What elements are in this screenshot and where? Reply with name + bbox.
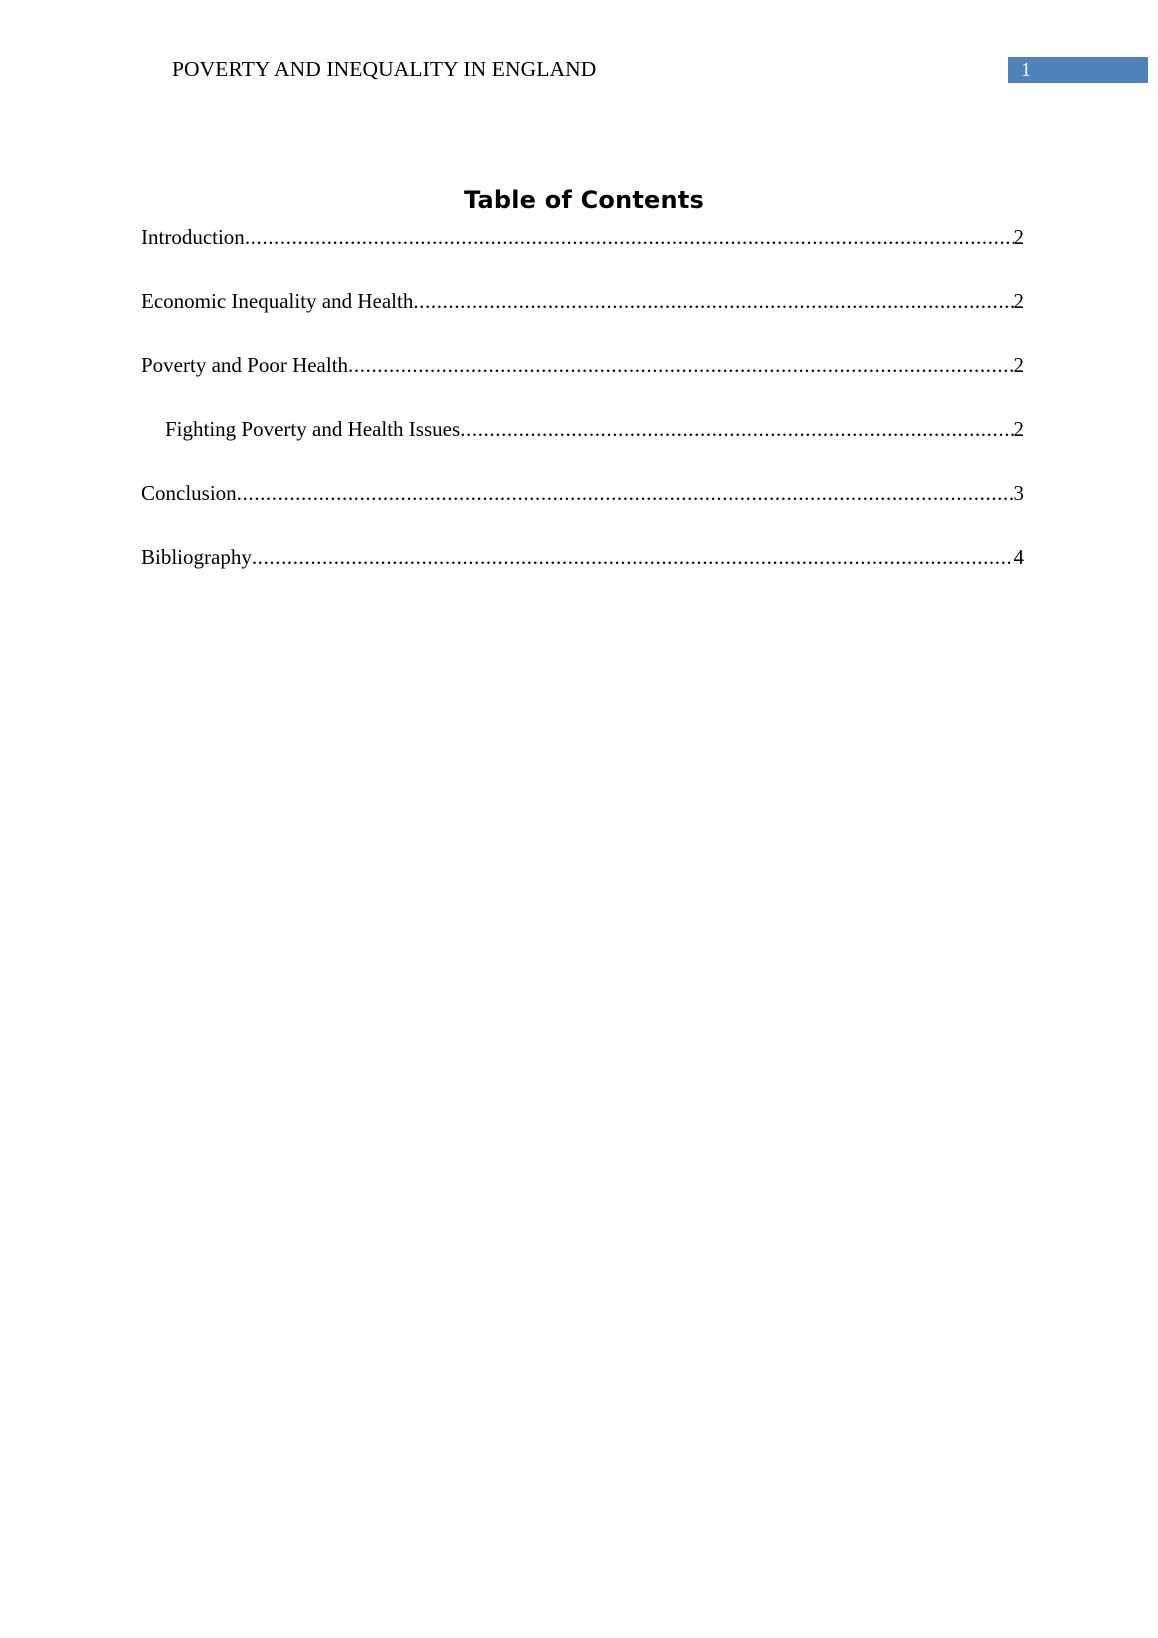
toc-entry-conclusion[interactable] bbox=[141, 481, 1024, 507]
toc-entry-introduction[interactable] bbox=[141, 225, 1024, 251]
toc-entry-fighting-poverty[interactable] bbox=[141, 417, 1024, 443]
running-header: POVERTY AND INEQUALITY IN ENGLAND bbox=[172, 57, 597, 81]
toc-entry-label: Conclusion bbox=[141, 481, 237, 505]
toc-entry-economic-inequality[interactable] bbox=[141, 289, 1024, 315]
toc-dot-leader bbox=[237, 481, 1014, 506]
toc-entry-page: 2 bbox=[1013, 225, 1024, 249]
toc-entry-label: Economic Inequality and Health bbox=[141, 289, 414, 313]
toc-entry-bibliography[interactable] bbox=[141, 545, 1024, 571]
toc-entry-page: 2 bbox=[1013, 417, 1024, 441]
toc-dot-leader bbox=[413, 289, 1013, 314]
toc-dot-leader bbox=[245, 225, 1014, 250]
toc-entry-label: Fighting Poverty and Health Issues bbox=[165, 417, 461, 441]
toc-dot-leader bbox=[252, 545, 1014, 570]
toc-entry-page: 2 bbox=[1013, 289, 1024, 313]
table-of-contents bbox=[141, 225, 1024, 609]
page-number: 1 bbox=[1021, 59, 1031, 81]
toc-entry-label: Bibliography bbox=[141, 545, 252, 569]
toc-entry-label: Poverty and Poor Health bbox=[141, 353, 349, 377]
toc-entry-page: 2 bbox=[1013, 353, 1024, 377]
toc-dot-leader bbox=[348, 353, 1013, 378]
toc-entry-label: Introduction bbox=[141, 225, 245, 249]
toc-entry-page: 4 bbox=[1013, 545, 1024, 569]
toc-entry-poverty-poor-health[interactable] bbox=[141, 353, 1024, 379]
toc-heading: Table of Contents bbox=[464, 186, 704, 214]
toc-dot-leader bbox=[460, 417, 1013, 442]
toc-entry-page: 3 bbox=[1013, 481, 1024, 505]
